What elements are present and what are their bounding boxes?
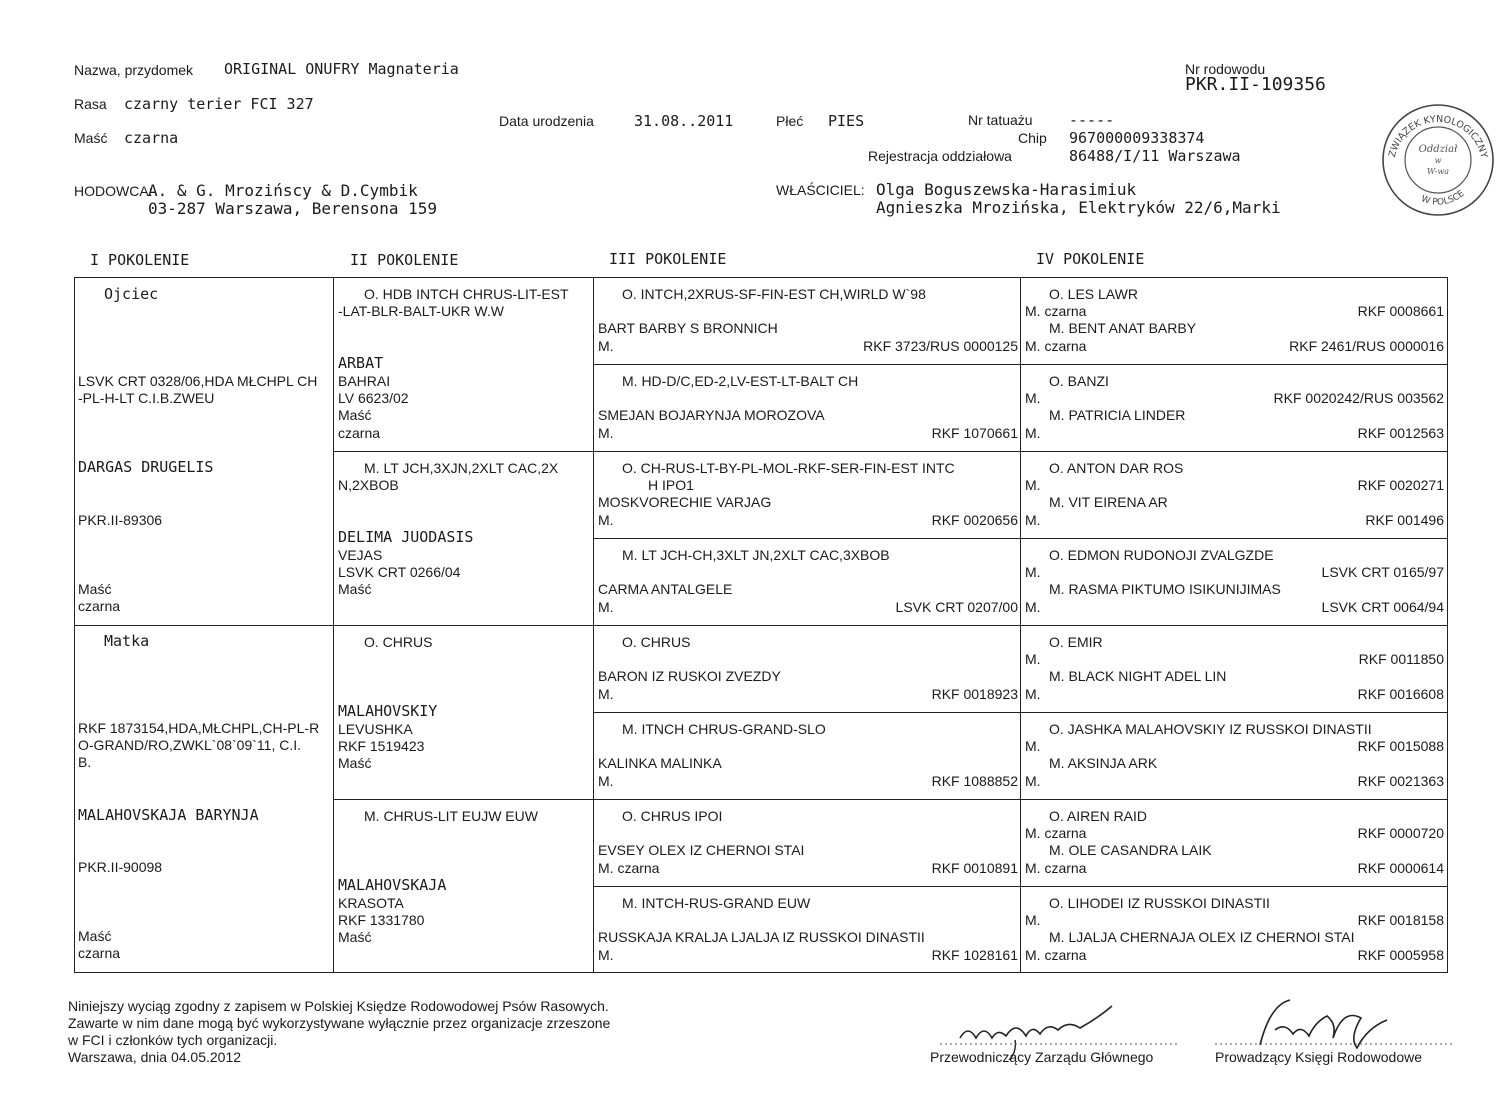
pedigree-table — [74, 277, 1448, 973]
gen3-reg: RKF 1088852 — [931, 773, 1018, 789]
gen3-reg: RKF 0018923 — [931, 686, 1018, 702]
father-titles-1: LSVK CRT 0328/06,HDA MŁCHPL CH — [78, 373, 318, 389]
gen3-sex-color: M. — [598, 338, 614, 354]
gen4-dam-reg: RKF 0012563 — [1357, 425, 1444, 441]
color-label: Maść — [74, 130, 108, 146]
mother-titles-2: O-GRAND/RO,ZWKL`08`09`11, C.I. — [78, 737, 302, 753]
gen3-titles-1: M. INTCH-RUS-GRAND EUW — [622, 895, 811, 911]
registrar-label: Prowadzący Księgi Rodowodowe — [1215, 1049, 1422, 1065]
gen4-dam-name: M. PATRICIA LINDER — [1049, 407, 1186, 423]
footer-line-1: Niniejszy wyciąg zgodny z zapisem w Polskiej Księdze Rodowodowej Psów Rasowych. — [68, 998, 609, 1014]
gen2-name-1: MALAHOVSKIY — [338, 702, 438, 720]
gen2-reg: LSVK CRT 0266/04 — [338, 564, 461, 580]
gen2-name-1: ARBAT — [338, 354, 384, 372]
gen3-titles-1: O. CH-RUS-LT-BY-PL-MOL-RKF-SER-FIN-EST INTC — [622, 460, 955, 476]
tattoo-label: Nr tatuażu — [968, 112, 1033, 128]
kennel-club-stamp — [1378, 100, 1498, 220]
gen4-sire-name: O. BANZI — [1049, 373, 1109, 389]
gen2-color-label: Maść — [338, 929, 372, 945]
gen4-dam-name: M. RASMA PIKTUMO ISIKUNIJIMAS — [1049, 581, 1281, 597]
pedigree-no-label: Nr rodowodu — [1185, 61, 1266, 77]
gen4-sire-color: M. czarna — [1025, 825, 1087, 841]
gen4-dam-reg: RKF 001496 — [1365, 512, 1444, 528]
father-name: DARGAS DRUGELIS — [78, 458, 214, 476]
gen2-name-1: MALAHOVSKAJA — [338, 876, 447, 894]
gen3-name: EVSEY OLEX IZ CHERNOI STAI — [598, 842, 805, 858]
gen3-sex-color: M. — [598, 773, 614, 789]
gen-header-2: II POKOLENIE — [350, 251, 459, 269]
father-color: czarna — [78, 598, 121, 614]
father-reg: PKR.II-89306 — [78, 512, 163, 528]
gen2-titles-1: M. CHRUS-LIT EUJW EUW — [364, 808, 538, 824]
stamp-top-text: ZWIĄZEK KYNOLOGICZNY — [1386, 113, 1490, 160]
gen4-dam-color: M. — [1025, 686, 1041, 702]
mother-reg: PKR.II-90098 — [78, 859, 163, 875]
birth-label: Data urodzenia — [499, 113, 594, 129]
sex-value: PIES — [828, 112, 865, 130]
gen3-name: SMEJAN BOJARYNJA MOROZOVA — [598, 407, 825, 423]
gen4-dam-color: M. — [1025, 773, 1041, 789]
mother-color-label: Maść — [78, 928, 112, 944]
gen3-reg: RKF 3723/RUS 0000125 — [863, 338, 1018, 354]
registration-label: Rejestracja oddziałowa — [868, 148, 1012, 164]
gen4-sire-name: O. EMIR — [1049, 634, 1103, 650]
gen4-sire-color: M. — [1025, 912, 1041, 928]
pedigree-no: PKR.II-109356 — [1185, 74, 1326, 95]
gen4-dam-color: M. czarna — [1025, 947, 1087, 963]
gen-header-1: I POKOLENIE — [90, 251, 190, 269]
gen4-sire-color: M. — [1025, 651, 1041, 667]
registration-value: 86488/I/11 Warszawa — [1069, 147, 1241, 165]
gen4-sire-color: M. — [1025, 738, 1041, 754]
gen2-name-2: LEVUSHKA — [338, 721, 413, 737]
gen4-sire-color: M. — [1025, 390, 1041, 406]
gen2-color-label: Maść — [338, 407, 372, 423]
gen2-titles-2: N,2XBOB — [338, 477, 399, 493]
tattoo-value: ----- — [1069, 111, 1115, 129]
gen3-sex-color: M. — [598, 425, 614, 441]
gen3-name: BARON IZ RUSKOI ZVEZDY — [598, 668, 781, 684]
gen4-dam-reg: RKF 0021363 — [1357, 773, 1444, 789]
gen4-dam-reg: RKF 2461/RUS 0000016 — [1289, 338, 1444, 354]
mother-color: czarna — [78, 945, 121, 961]
gen3-name: CARMA ANTALGELE — [598, 581, 733, 597]
gen3-name: KALINKA MALINKA — [598, 755, 722, 771]
father-titles-2: -PL-H-LT C.I.B.ZWEU — [78, 390, 215, 406]
gen4-sire-name: O. AIREN RAID — [1049, 808, 1148, 824]
gen4-sire-name: O. JASHKA MALAHOVSKIY IZ RUSSKOI DINASTII — [1049, 721, 1372, 737]
gen3-reg: RKF 1070661 — [931, 425, 1018, 441]
footer-line-2: Zawarte w nim dane mogą być wykorzystywane wyłącznie przez organizacje zrzeszone — [68, 1015, 611, 1031]
gen4-dam-reg: RKF 0000614 — [1357, 860, 1444, 876]
gen3-reg: RKF 0020656 — [931, 512, 1018, 528]
gen2-color: czarna — [338, 425, 381, 441]
gen4-sire-reg: RKF 0000720 — [1357, 825, 1444, 841]
gen2-reg: RKF 1331780 — [338, 912, 425, 928]
gen2-reg: RKF 1519423 — [338, 738, 425, 754]
gen4-dam-name: M. VIT EIRENA AR — [1049, 494, 1168, 510]
gen4-sire-reg: RKF 0015088 — [1357, 738, 1444, 754]
chip-value: 967000009338374 — [1069, 129, 1205, 147]
gen2-color-label: Maść — [338, 581, 372, 597]
color-value: czarna — [124, 129, 179, 147]
father-role: Ojciec — [104, 285, 159, 303]
gen-header-4: IV POKOLENIE — [1036, 250, 1145, 268]
gen3-name: BART BARBY S BRONNICH — [598, 320, 778, 336]
gen3-sex-color: M. — [598, 599, 614, 615]
gen3-reg: LSVK CRT 0207/00 — [895, 599, 1018, 615]
gen3-reg: RKF 1028161 — [931, 947, 1018, 963]
gen4-dam-color: M. — [1025, 512, 1041, 528]
gen-header-3: III POKOLENIE — [609, 250, 727, 268]
gen2-name-2: BAHRAI — [338, 373, 391, 389]
gen3-titles-2: H IPO1 — [648, 477, 694, 493]
breed-value: czarny terier FCI 327 — [124, 95, 314, 113]
gen4-dam-color: M. czarna — [1025, 338, 1087, 354]
owner-line1: Olga Boguszewska-Harasimiuk — [876, 180, 1137, 199]
gen4-sire-name: O. ANTON DAR ROS — [1049, 460, 1184, 476]
gen3-titles-1: M. ITNCH CHRUS-GRAND-SLO — [622, 721, 826, 737]
breeder-line2: 03-287 Warszawa, Berensona 159 — [148, 199, 437, 218]
gen4-dam-color: M. — [1025, 599, 1041, 615]
gen2-name-2: VEJAS — [338, 547, 383, 563]
dog-name: ORIGINAL ONUFRY Magnateria — [224, 60, 459, 78]
gen2-color-label: Maść — [338, 755, 372, 771]
gen3-titles-1: O. INTCH,2XRUS-SF-FIN-EST CH,WIRLD W`98 — [622, 286, 926, 302]
breed-label: Rasa — [74, 96, 107, 112]
gen4-sire-name: O. LIHODEI IZ RUSSKOI DINASTII — [1049, 895, 1270, 911]
father-color-label: Maść — [78, 581, 112, 597]
gen3-titles-1: O. CHRUS IPOI — [622, 808, 723, 824]
gen3-reg: RKF 0010891 — [931, 860, 1018, 876]
mother-name: MALAHOVSKAJA BARYNJA — [78, 806, 259, 824]
gen4-sire-reg: RKF 0018158 — [1357, 912, 1444, 928]
gen3-titles-1: M. LT JCH-CH,3XLT JN,2XLT CAC,3XBOB — [622, 547, 890, 563]
gen2-titles-1: O. CHRUS — [364, 634, 433, 650]
gen4-dam-color: M. czarna — [1025, 860, 1087, 876]
gen3-sex-color: M. czarna — [598, 860, 660, 876]
name-label: Nazwa, przydomek — [74, 62, 194, 78]
mother-titles-1: RKF 1873154,HDA,MŁCHPL,CH-PL-R — [78, 720, 320, 736]
chip-label: Chip — [1018, 130, 1047, 146]
gen2-titles-1: M. LT JCH,3XJN,2XLT CAC,2X — [364, 460, 559, 476]
gen3-name: RUSSKAJA KRALJA LJALJA IZ RUSSKOI DINASTII — [598, 929, 925, 945]
stamp-center-3: W-wa — [1427, 167, 1449, 176]
gen2-name-2: KRASOTA — [338, 895, 404, 911]
gen4-dam-name: M. OLE CASANDRA LAIK — [1049, 842, 1212, 858]
breeder-label: HODOWCA: — [74, 183, 153, 199]
gen4-sire-reg: RKF 0008661 — [1357, 303, 1444, 319]
gen3-titles-1: M. HD-D/C,ED-2,LV-EST-LT-BALT CH — [622, 373, 859, 389]
owner-label: WŁAŚCICIEL: — [776, 182, 865, 198]
gen2-titles-2: -LAT-BLR-BALT-UKR W.W — [338, 303, 504, 319]
sex-label: Płeć — [776, 113, 804, 129]
gen2-reg: LV 6623/02 — [338, 390, 409, 406]
birth-date: 31.08..2011 — [634, 112, 734, 130]
gen4-dam-color: M. — [1025, 425, 1041, 441]
gen4-sire-color: M. — [1025, 564, 1041, 580]
chairman-label: Przewodniczący Zarządu Głównego — [930, 1049, 1154, 1065]
gen4-dam-name: M. BENT ANAT BARBY — [1049, 320, 1197, 336]
owner-line2: Agnieszka Mrozińska, Elektryków 22/6,Marki — [876, 198, 1281, 217]
gen3-sex-color: M. — [598, 947, 614, 963]
gen3-name: MOSKVORECHIE VARJAG — [598, 494, 772, 510]
gen4-sire-color: M. czarna — [1025, 303, 1087, 319]
gen4-sire-reg: RKF 0020271 — [1357, 477, 1444, 493]
gen4-sire-reg: LSVK CRT 0165/97 — [1321, 564, 1444, 580]
gen4-sire-name: O. LES LAWR — [1049, 286, 1138, 302]
gen4-dam-reg: LSVK CRT 0064/94 — [1321, 599, 1444, 615]
footer-date: Warszawa, dnia 04.05.2012 — [68, 1049, 242, 1065]
gen3-sex-color: M. — [598, 512, 614, 528]
gen4-sire-reg: RKF 0020242/RUS 003562 — [1273, 390, 1444, 406]
gen4-dam-name: M. AKSINJA ARK — [1049, 755, 1158, 771]
stamp-bottom-text: W POLSCE — [1419, 188, 1467, 208]
gen2-titles-1: O. HDB INTCH CHRUS-LIT-EST — [364, 286, 569, 302]
gen3-sex-color: M. — [598, 686, 614, 702]
gen4-sire-name: O. EDMON RUDONOJI ZVALGZDE — [1049, 547, 1274, 563]
gen4-dam-name: M. LJALJA CHERNAJA OLEX IZ CHERNOI STAI — [1049, 929, 1355, 945]
footer-line-3: w FCI i członków tych organizacji. — [68, 1032, 278, 1048]
mother-titles-3: B. — [78, 754, 92, 770]
mother-role: Matka — [104, 632, 150, 650]
stamp-center-1: Oddział — [1418, 144, 1458, 155]
gen4-sire-color: M. — [1025, 477, 1041, 493]
gen4-dam-reg: RKF 0005958 — [1357, 947, 1444, 963]
gen4-sire-reg: RKF 0011850 — [1358, 651, 1444, 667]
breeder-line1: A. & G. Mrozińscy & D.Cymbik — [148, 181, 418, 200]
gen3-titles-1: O. CHRUS — [622, 634, 691, 650]
gen2-name-1: DELIMA JUODASIS — [338, 528, 474, 546]
stamp-center-2: w — [1434, 156, 1442, 165]
gen4-dam-reg: RKF 0016608 — [1357, 686, 1444, 702]
gen4-dam-name: M. BLACK NIGHT ADEL LIN — [1049, 668, 1227, 684]
